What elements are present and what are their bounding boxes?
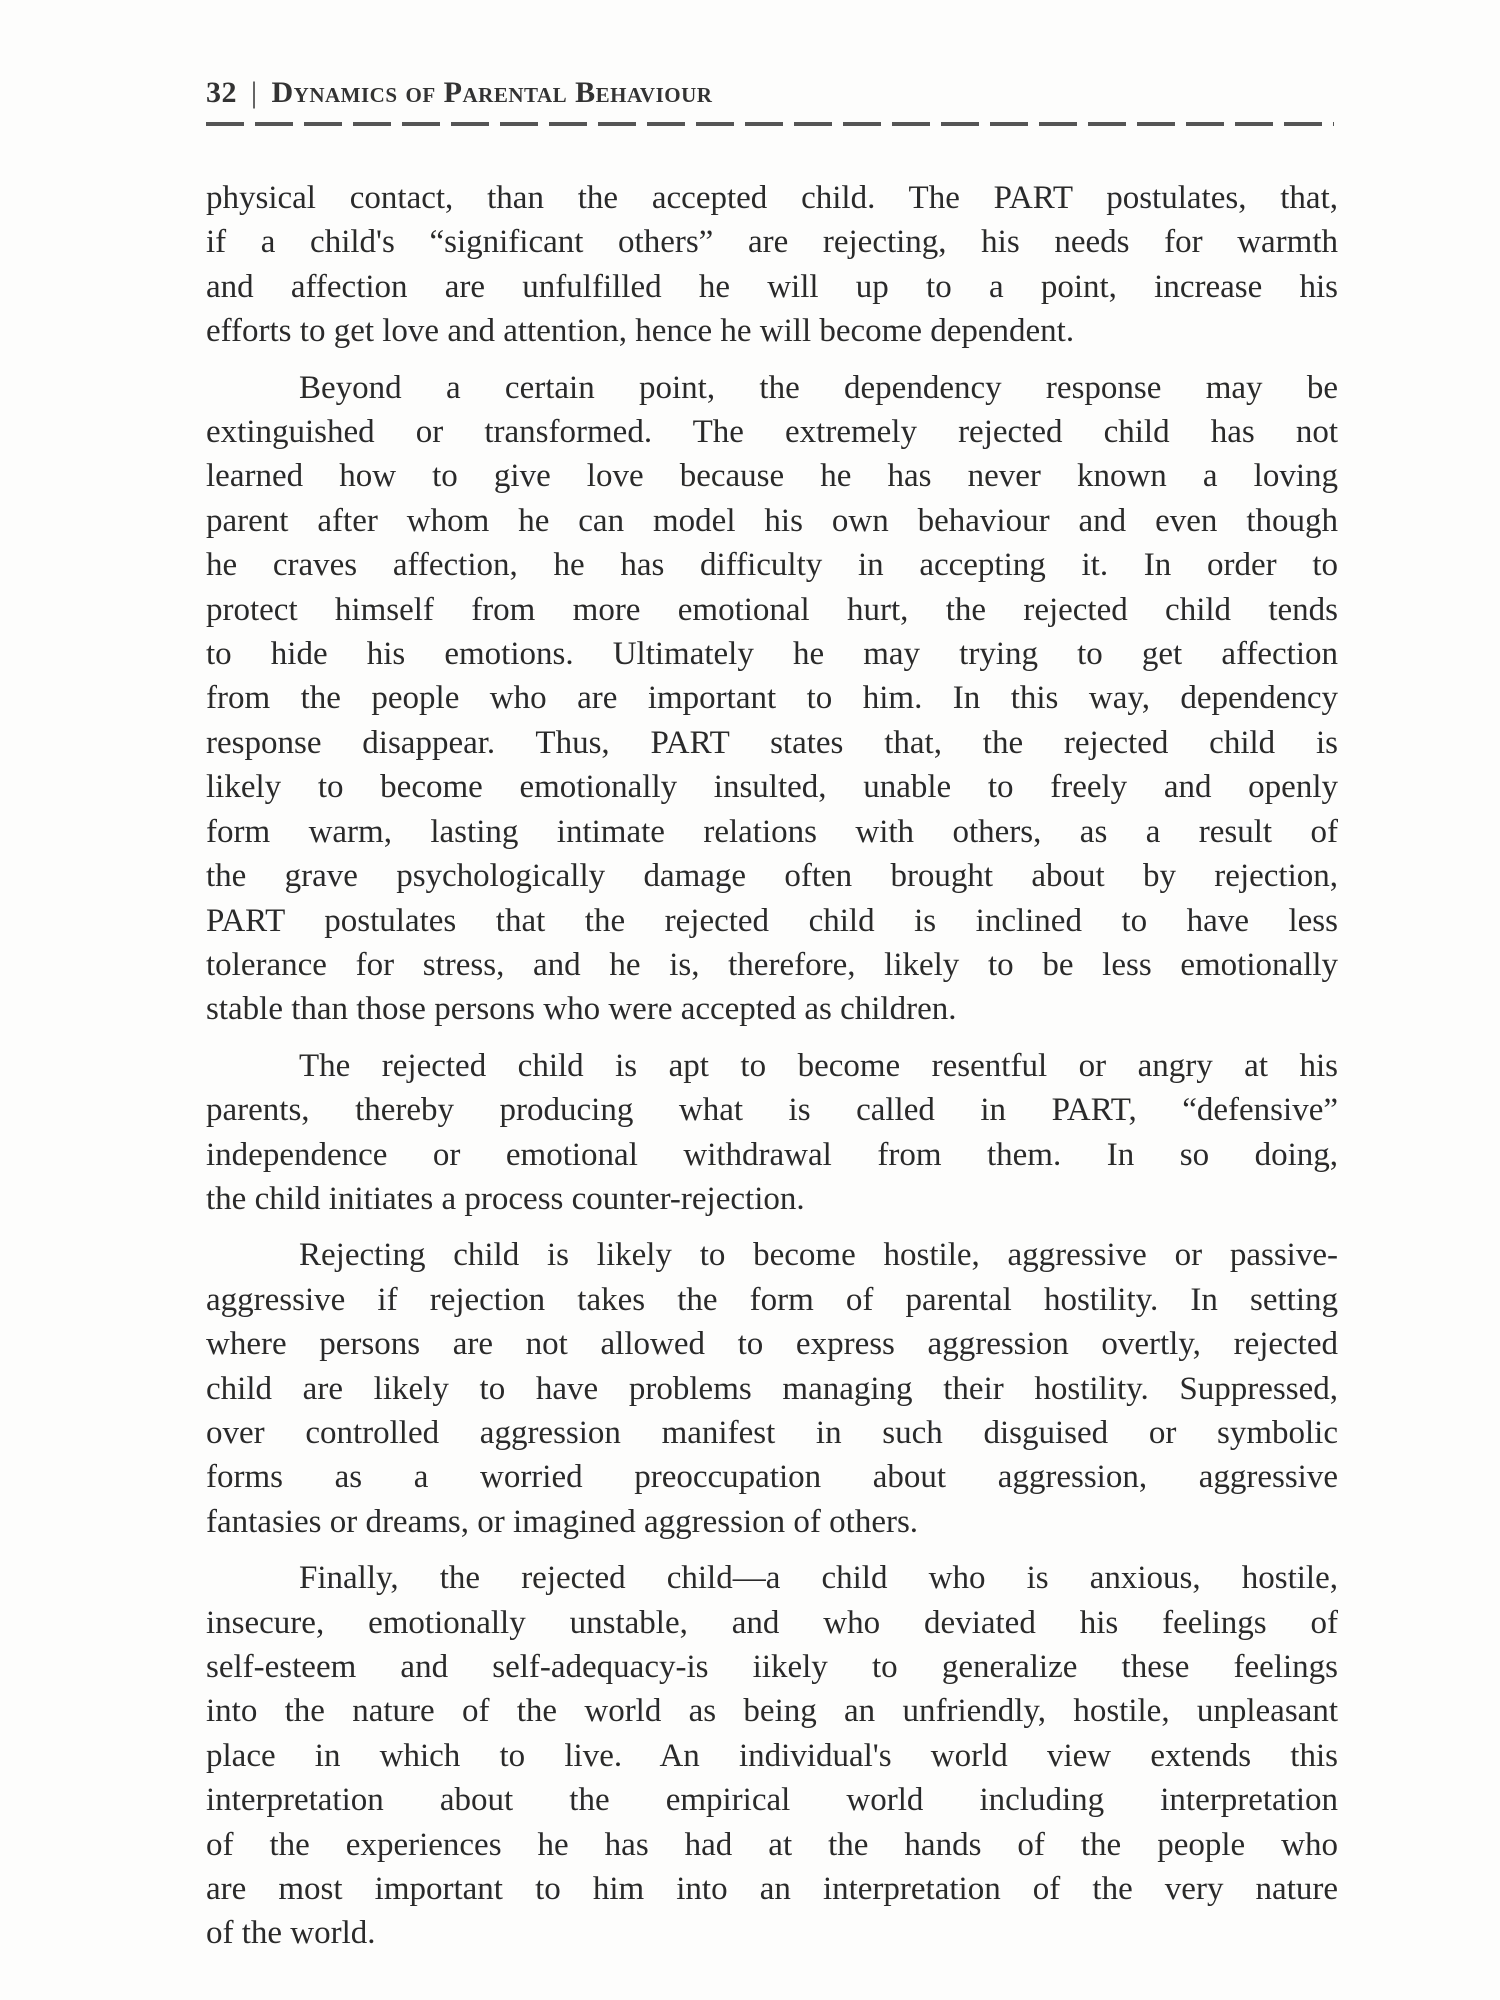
text-line: learned how to give love because he has never known a loving <box>206 458 1338 495</box>
text-line: The rejected child is apt to become resentful or angry at his <box>299 1047 1338 1084</box>
text-line: aggressive if rejection takes the form of parental hostility. In setting <box>206 1281 1338 1318</box>
text-line: place in which to live. An individual's world view extends this <box>206 1737 1338 1774</box>
text-line: if a child's “significant others” are rejecting, his needs for warmth <box>206 224 1338 261</box>
text-line: self-esteem and self-adequacy-is iikely to generalize these feelings <box>206 1649 1338 1685</box>
text-line: and affection are unfulfilled he will up to a point, increase his <box>206 268 1338 305</box>
text-line: where persons are not allowed to express aggression overtly, rejected <box>206 1326 1338 1363</box>
text-line: tolerance for stress, and he is, therefore, likely to be less emotionally <box>206 946 1338 983</box>
text-line: parent after whom he can model his own behaviour and even though <box>206 502 1338 539</box>
paragraph <box>206 1233 1338 1544</box>
text-line: physical contact, than the accepted child. The PART postulates, that, <box>206 180 1338 216</box>
text-line: fantasies or dreams, or imagined aggression of others. <box>206 1503 919 1540</box>
paragraph <box>206 176 1338 354</box>
text-line: interpretation about the empirical world including interpretation <box>206 1782 1338 1819</box>
text-line: Rejecting child is likely to become hostile, aggressive or passive- <box>299 1237 1338 1274</box>
text-line: likely to become emotionally insulted, unable to freely and openly <box>206 769 1338 806</box>
text-line: efforts to get love and attention, hence he will become dependent. <box>206 313 1075 350</box>
text-line: into the nature of the world as being an unfriendly, hostile, unpleasant <box>206 1693 1338 1730</box>
running-title: Dynamics of Parental Behaviour <box>271 76 713 109</box>
text-line: forms as a worried preoccupation about aggression, aggressive <box>206 1459 1338 1496</box>
body-text <box>206 176 1338 1968</box>
text-line: Beyond a certain point, the dependency response may be <box>299 369 1338 406</box>
header-separator: | <box>251 76 258 109</box>
text-line: Finally, the rejected child—a child who is anxious, hostile, <box>299 1560 1338 1597</box>
text-line: over controlled aggression manifest in such disguised or symbolic <box>206 1414 1338 1451</box>
text-line: response disappear. Thus, PART states that, the rejected child is <box>206 724 1338 761</box>
text-line: stable than those persons who were accepted as children. <box>206 991 957 1028</box>
text-line: insecure, emotionally unstable, and who deviated his feelings of <box>206 1604 1338 1641</box>
text-line: of the experiences he has had at the hands of the people who <box>206 1826 1338 1863</box>
paragraph <box>206 1556 1338 1956</box>
text-line: protect himself from more emotional hurt, the rejected child tends <box>206 591 1338 628</box>
text-line: PART postulates that the rejected child is inclined to have less <box>206 902 1338 939</box>
text-line: of the world. <box>206 1915 376 1952</box>
text-line: form warm, lasting intimate relations with others, as a result of <box>206 813 1338 850</box>
text-line: to hide his emotions. Ultimately he may trying to get affection <box>206 636 1338 673</box>
text-line: extinguished or transformed. The extremely rejected child has not <box>206 414 1338 451</box>
text-line: independence or emotional withdrawal from them. In so doing, <box>206 1136 1338 1173</box>
page-number: 32 <box>206 76 237 109</box>
paragraph <box>206 366 1338 1032</box>
text-line: the grave psychologically damage often brought about by rejection, <box>206 858 1338 895</box>
text-line: are most important to him into an interpretation of the very nature <box>206 1871 1338 1908</box>
text-line: he craves affection, he has difficulty in accepting it. In order to <box>206 547 1338 584</box>
dashed-header-rule <box>206 122 1334 126</box>
text-line: the child initiates a process counter-rejection. <box>206 1180 805 1217</box>
paragraph <box>206 1044 1338 1222</box>
text-line: from the people who are important to him. In this way, dependency <box>206 680 1338 717</box>
running-header <box>206 76 712 110</box>
text-line: parents, thereby producing what is called in PART, “defensive” <box>206 1092 1338 1129</box>
text-line: child are likely to have problems managing their hostility. Suppressed, <box>206 1370 1338 1407</box>
